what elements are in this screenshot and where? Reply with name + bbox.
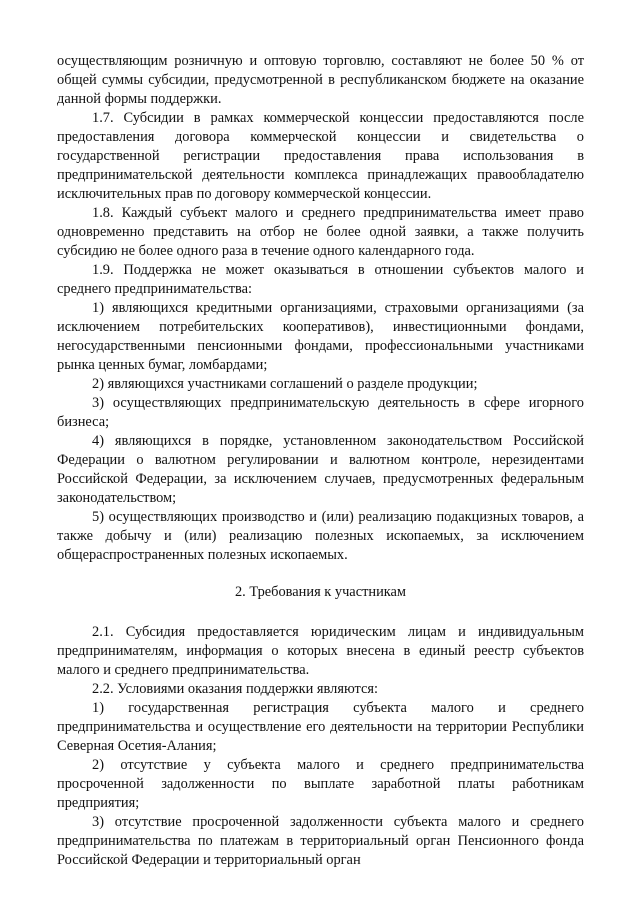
paragraph-1-7: 1.7. Субсидии в рамках коммерческой концессии предоставляются после предоставления договора коммерческой концессии и свидетельства о государственной регистрации предоставления права использования в предпринимательской деятельности комплекса принадлежащих правообладателю исключительных прав по договору коммерческой концессии.: [57, 110, 584, 202]
paragraph-1-9-item-4: 4) являющихся в порядке, установленном законодательством Российской Федерации о валютном регулировании и валютном контроле, нерезидентами Российской Федерации, за исключением случаев, предусмотренных федеральным законодательством;: [57, 433, 584, 506]
paragraphs-before-heading: [57, 52, 584, 565]
paragraph-1-9-item-1: 1) являющихся кредитными организациями, страховыми организациями (за исключением потребительских кооперативов), инвестиционными фондами, негосударственными пенсионными фондами, профессиональными участниками рынка ценных бумаг, ломбардами;: [57, 300, 584, 373]
paragraph-1-9: 1.9. Поддержка не может оказываться в отношении субъектов малого и среднего предпринимательства:: [57, 262, 584, 297]
paragraph-1-9-item-5: 5) осуществляющих производство и (или) реализацию подакцизных товаров, а также добычу и (или) реализацию полезных ископаемых, за исключением общераспространенных полезных ископаемых.: [57, 509, 584, 563]
document-page: [57, 52, 584, 870]
section-heading: 2. Требования к участникам: [234, 584, 407, 600]
paragraph-1-8: 1.8. Каждый субъект малого и среднего предпринимательства имеет право одновременно представить на отбор не более одной заявки, а также получить субсидию не более одного раза в течение одного календарного года.: [57, 205, 584, 259]
paragraphs-after-heading: [57, 623, 584, 870]
paragraph-continuation: осуществляющим розничную и оптовую торговлю, составляют не более 50 % от общей суммы субсидии, предусмотренной в республиканском бюджете на оказание данной формы поддержки.: [57, 53, 584, 107]
paragraph-2-2-item-1: 1) государственная регистрация субъекта малого и среднего предпринимательства и осуществление его деятельности на территории Республики Северная Осетия-Алания;: [57, 700, 584, 754]
paragraph-1-9-item-3: 3) осуществляющих предпринимательскую деятельность в сфере игорного бизнеса;: [57, 395, 584, 430]
paragraph-2-2: 2.2. Условиями оказания поддержки являются:: [92, 681, 378, 697]
paragraph-1-9-item-2: 2) являющихся участниками соглашений о разделе продукции;: [92, 376, 478, 392]
paragraph-2-2-item-2: 2) отсутствие у субъекта малого и среднего предпринимательства просроченной задолженности по выплате заработной платы работникам предприятия;: [57, 757, 584, 811]
paragraph-2-2-item-3: 3) отсутствие просроченной задолженности субъекта малого и среднего предпринимательства по платежам в территориальный орган Пенсионного фонда Российской Федерации и территориальный орган: [57, 814, 584, 868]
paragraph-2-1: 2.1. Субсидия предоставляется юридическим лицам и индивидуальным предпринимателям, информация о которых внесена в единый реестр субъектов малого и среднего предпринимательства.: [57, 624, 584, 678]
